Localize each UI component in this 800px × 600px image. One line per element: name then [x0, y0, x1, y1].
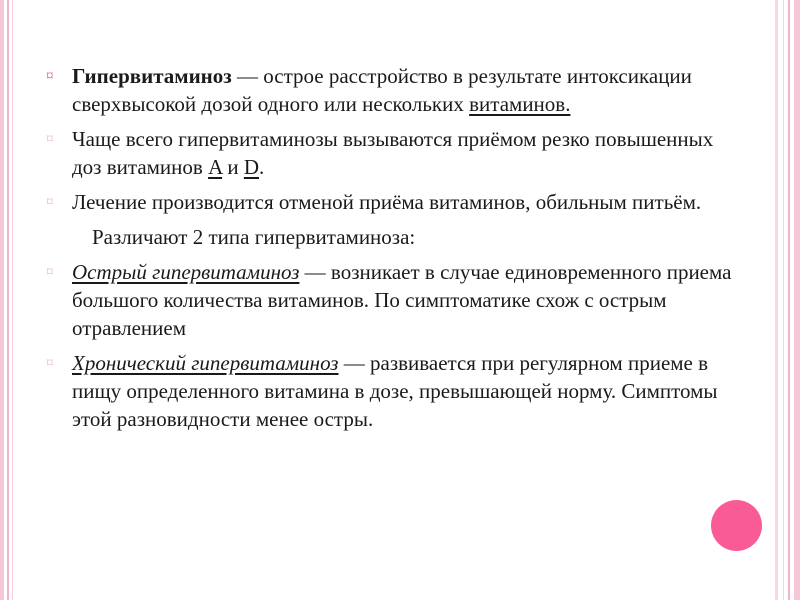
frame-stripe-left: [7, 0, 9, 600]
decorative-pink-circle: [711, 500, 762, 551]
conjunction: и: [222, 155, 244, 179]
link-vitamin-a[interactable]: A: [208, 155, 223, 179]
paragraph-definition: [46, 62, 746, 118]
paragraph-acute: [46, 258, 746, 342]
link-acute-hypervitaminosis[interactable]: Острый гипервитаминоз: [72, 260, 300, 284]
paragraph-chronic: [46, 349, 746, 433]
frame-stripe-left: [12, 0, 13, 600]
bullet-icon: ¤: [46, 194, 54, 210]
link-vitamin-d[interactable]: D: [243, 155, 260, 179]
acute-text: — возникает в случае единовременного приема большого количества витаминов. По симптоматике схож с острым отравлением: [72, 260, 732, 340]
frame-stripe-right: [788, 0, 790, 600]
frame-stripe-left: [0, 0, 4, 600]
causes-text: Чаще всего гипервитаминозы вызываются приёмом резко повышенных доз витаминов: [72, 127, 714, 179]
paragraph-causes: [46, 125, 746, 181]
link-chronic-hypervitaminosis[interactable]: Хронический гипервитаминоз: [72, 351, 339, 375]
term-hypervitaminosis: Гипервитаминоз: [72, 64, 232, 88]
frame-stripe-right: [775, 0, 778, 600]
bullet-icon: ¤: [46, 264, 54, 280]
bullet-icon: ¤: [46, 131, 54, 147]
bullet-icon: ¤: [46, 355, 54, 371]
paragraph-treatment: [46, 188, 746, 216]
link-vitamins[interactable]: витаминов.: [469, 92, 571, 116]
definition-text: — острое расстройство в результате интоксикации сверхвысокой дозой одного или нескольких: [72, 64, 692, 116]
bullet-icon: ¤: [46, 68, 54, 84]
period: .: [259, 155, 265, 179]
frame-stripe-right: [783, 0, 784, 600]
treatment-text: Лечение производится отменой приёма витаминов, обильным питьём.: [72, 190, 702, 214]
slide-body: [46, 62, 746, 440]
types-intro-text: Различают 2 типа гипервитаминоза:: [92, 225, 416, 249]
frame-stripe-right: [794, 0, 800, 600]
paragraph-types-intro: [46, 223, 746, 251]
chronic-text: — развивается при регулярном приеме в пищу определенного витамина в дозе, превышающей норму. Симптомы этой разновидности менее остры.: [72, 351, 718, 431]
